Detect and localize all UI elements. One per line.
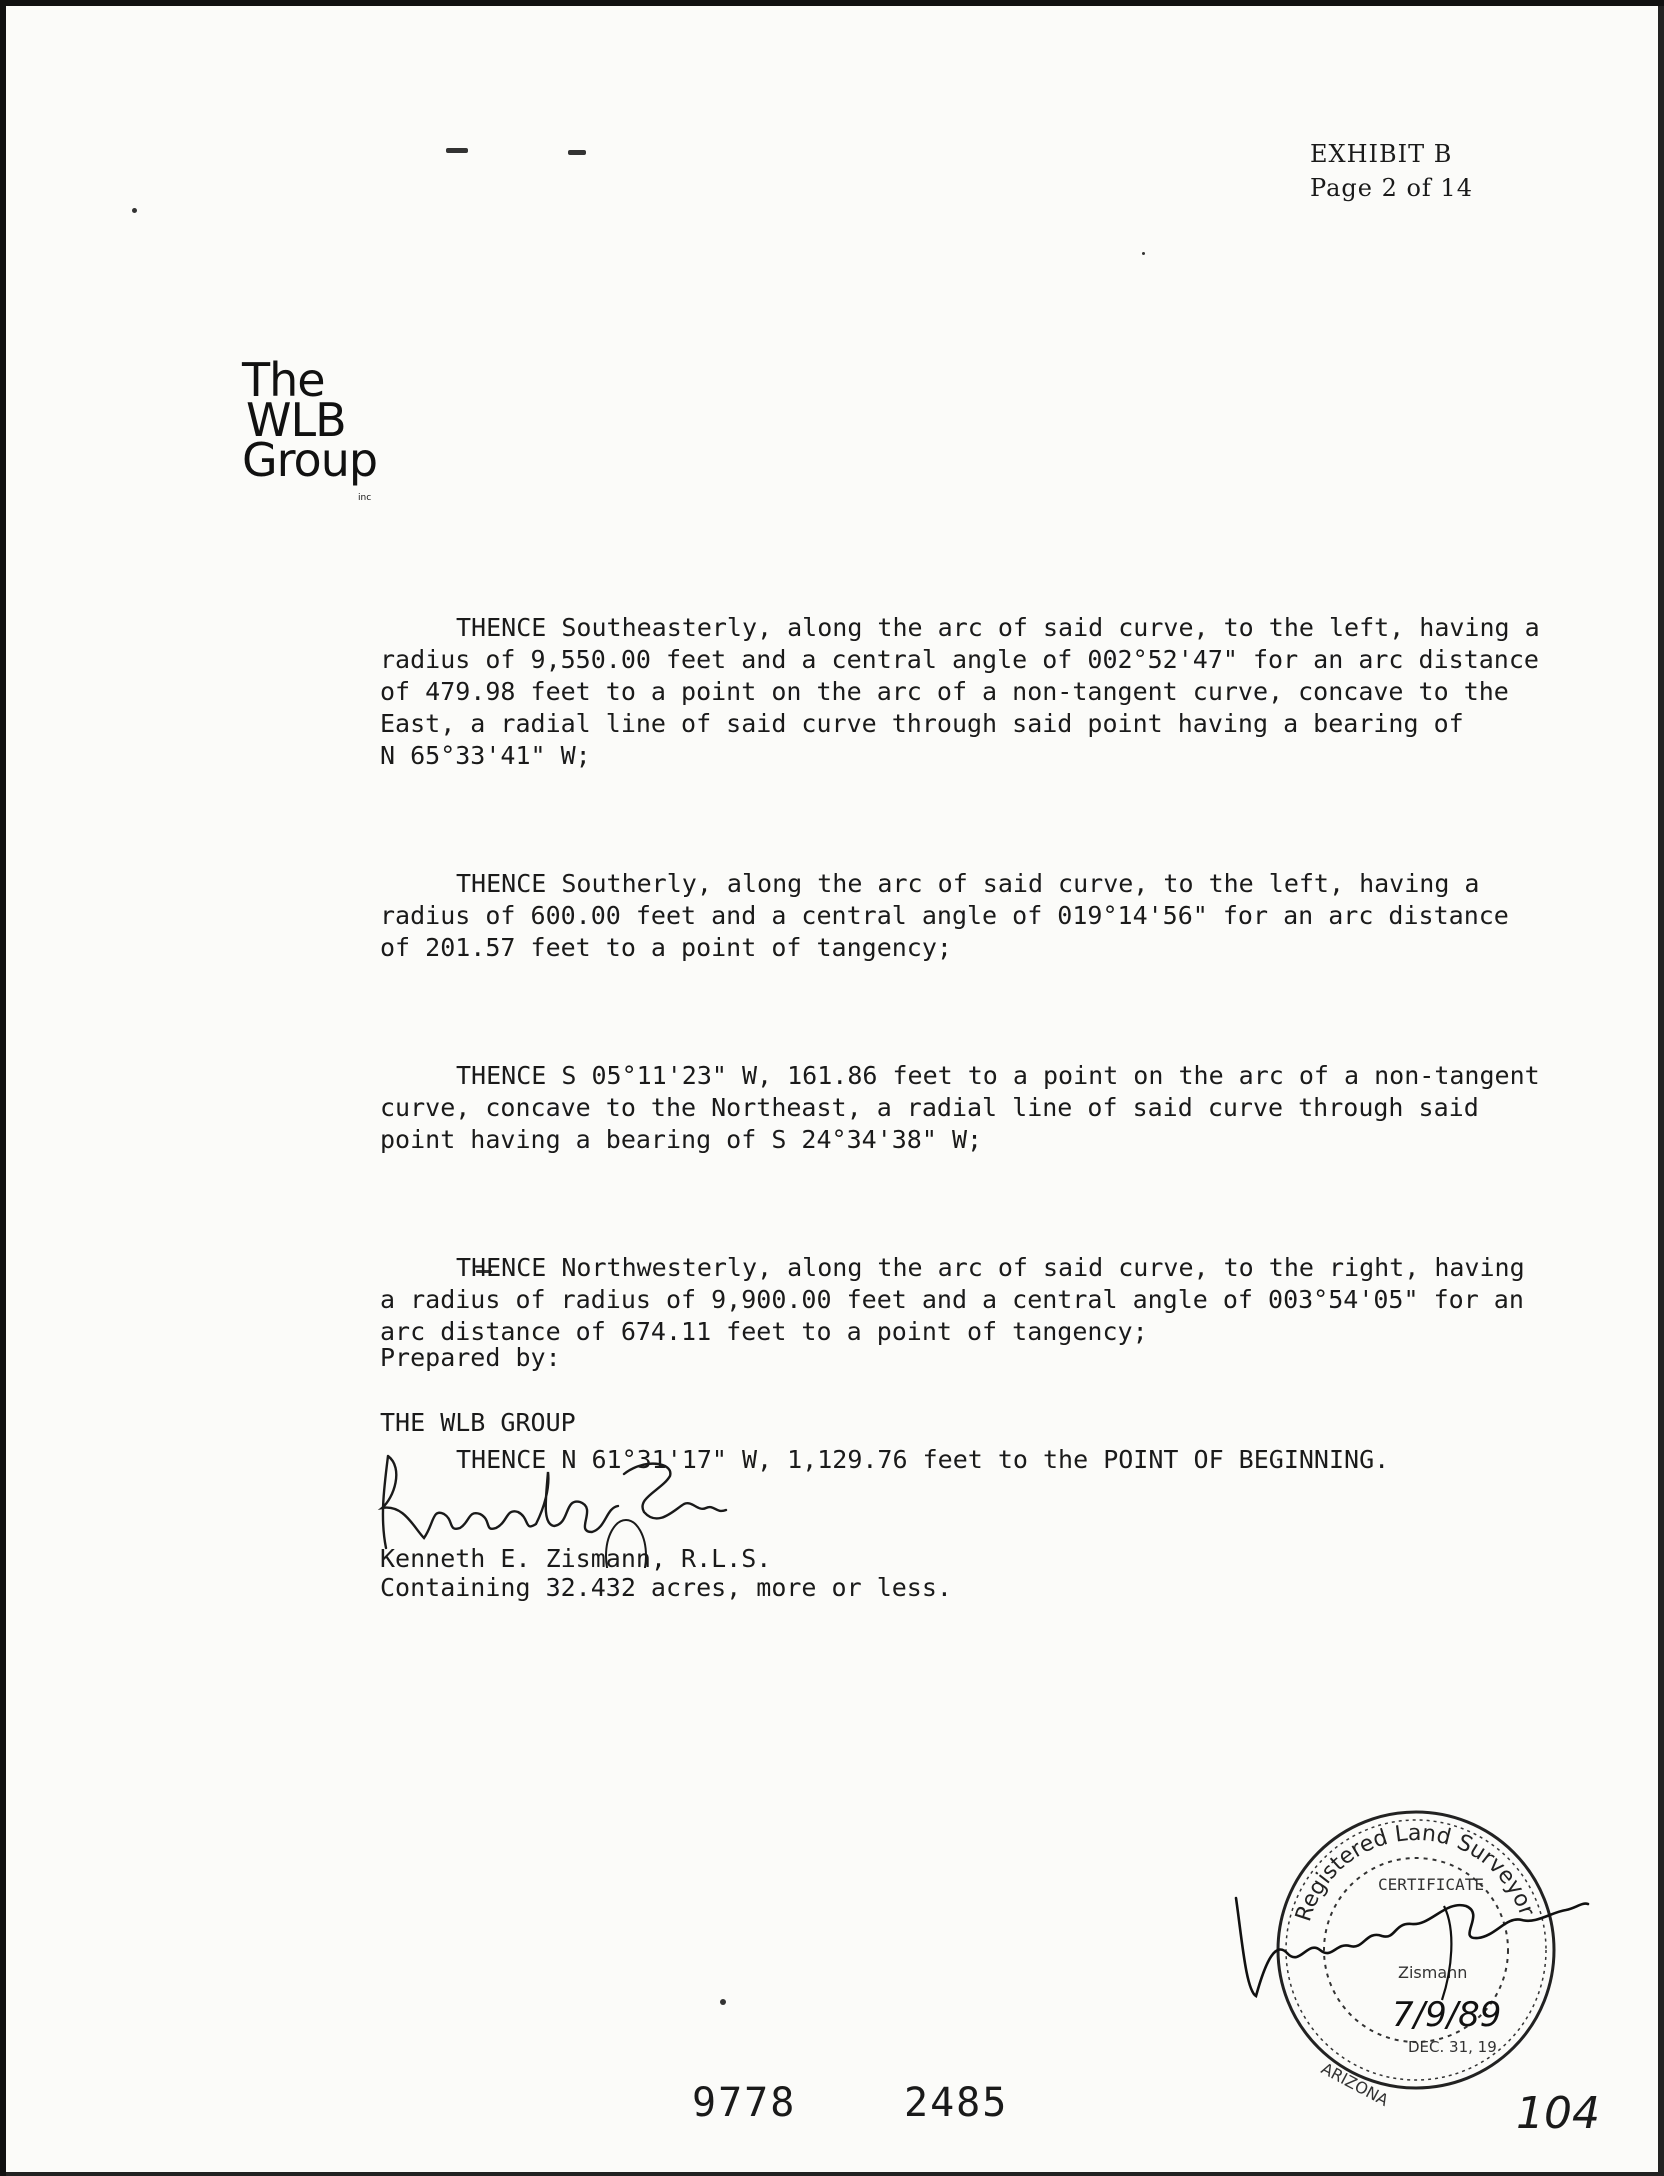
acreage-statement: Containing 32.432 acres, more or less. bbox=[380, 1573, 952, 1602]
surveyor-seal bbox=[1216, 1790, 1596, 2120]
seal-ring-text: Registered Land Surveyor bbox=[1291, 1820, 1540, 1925]
text-line: THENCE S 05°11'23" W, 161.86 feet to a point on the arc of a non-tangent bbox=[456, 1061, 1540, 1090]
preparer-company: THE WLB GROUP bbox=[380, 1408, 576, 1437]
company-logo bbox=[242, 353, 378, 503]
scan-border-bottom bbox=[6, 2172, 1664, 2176]
seal-certificate-text: CERTIFICATE bbox=[1378, 1875, 1484, 1894]
text-line: a radius of radius of 9,900.00 feet and a central angle of 003°54'05" for an bbox=[380, 1285, 1524, 1314]
text-line: curve, concave to the Northeast, a radial line of said curve through said bbox=[380, 1093, 1479, 1122]
text-line: N 65°33'41" W; bbox=[380, 741, 591, 770]
paragraph bbox=[380, 1252, 1610, 1348]
scan-mark bbox=[446, 148, 468, 153]
scan-mark bbox=[1142, 252, 1145, 255]
handwritten-page-number: 104 bbox=[1516, 2088, 1600, 2139]
seal-date: 7/9/89 bbox=[1392, 1995, 1502, 2035]
text-line: THENCE Northwesterly, along the arc of said curve, to the right, having bbox=[456, 1253, 1525, 1282]
prepared-by-label: Prepared by: bbox=[380, 1343, 561, 1372]
recording-number-1: 9778 bbox=[692, 2080, 797, 2126]
text-line: of 201.57 feet to a point of tangency; bbox=[380, 933, 952, 962]
text-line: THENCE N 61°31'17" W, 1,129.76 feet to the POINT OF BEGINNING. bbox=[456, 1445, 1390, 1474]
seal-inner-name: Zismann bbox=[1398, 1963, 1468, 1982]
paragraph bbox=[380, 868, 1610, 964]
scan-mark bbox=[568, 150, 586, 155]
text-line: of 479.98 feet to a point on the arc of a non-tangent curve, concave to the bbox=[380, 677, 1509, 706]
scan-mark bbox=[132, 208, 137, 213]
logo-line-1: The bbox=[242, 353, 325, 407]
seal-expiry: DEC. 31, 19 bbox=[1408, 2038, 1497, 2056]
exhibit-label: EXHIBIT B bbox=[1310, 140, 1453, 168]
scan-border-top bbox=[6, 0, 1664, 6]
text-line: radius of 9,550.00 feet and a central angle of 002°52'47" for an arc distance bbox=[380, 645, 1539, 674]
exhibit-header bbox=[1310, 137, 1473, 205]
paragraph bbox=[380, 612, 1610, 772]
recording-number-2: 2485 bbox=[904, 2080, 1009, 2126]
text-line: radius of 600.00 feet and a central angle of 019°14'56" for an arc distance bbox=[380, 901, 1509, 930]
preparer-name: Kenneth E. Zismann, R.L.S. bbox=[380, 1544, 772, 1573]
text-line: THENCE Southeasterly, along the arc of said curve, to the left, having a bbox=[456, 613, 1540, 642]
scan-mark bbox=[720, 1999, 726, 2005]
paragraph bbox=[380, 1060, 1610, 1156]
seal-state: ARIZONA bbox=[1318, 2058, 1392, 2110]
svg-text:Registered Land Surveyor bbox=[1291, 1821, 1539, 1925]
page-indicator: Page 2 of 14 bbox=[1310, 174, 1473, 202]
text-line: arc distance of 674.11 feet to a point of tangency; bbox=[380, 1317, 1148, 1346]
logo-suffix: inc bbox=[358, 493, 372, 503]
text-line: point having a bearing of S 24°34'38" W; bbox=[380, 1125, 983, 1154]
logo-line-2: WLB bbox=[246, 393, 346, 447]
logo-line-3: Group bbox=[242, 433, 378, 487]
text-line: THENCE Southerly, along the arc of said curve, to the left, having a bbox=[456, 869, 1480, 898]
text-line: East, a radial line of said curve through said point having a bearing of bbox=[380, 709, 1464, 738]
